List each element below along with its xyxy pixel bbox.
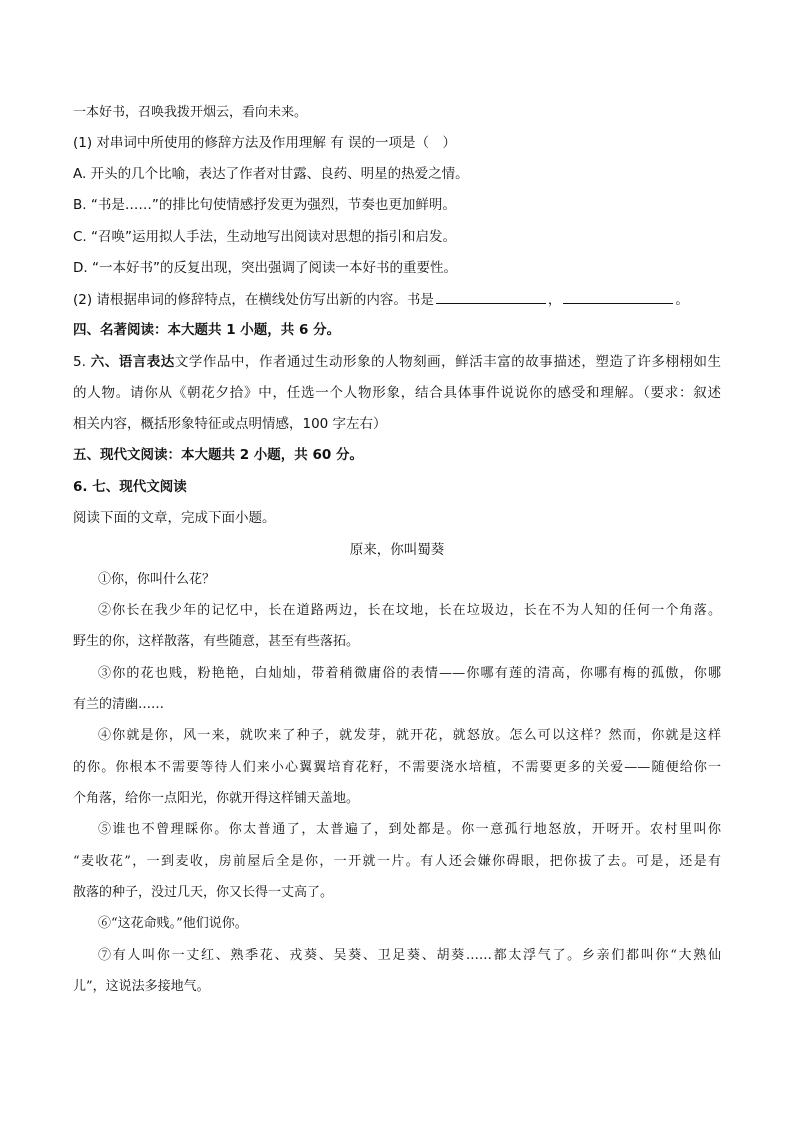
option-a: A. 开头的几个比喻，表达了作者对甘露、良药、明星的热爱之情。 xyxy=(73,166,469,182)
paragraph-7-line-1: ⑦有人叫你一丈红、熟季花、戎葵、吴葵、卫足葵、胡葵……都太浮气了。乡亲们都叫你“大熟仙 xyxy=(98,948,721,963)
question-2-end: 。 xyxy=(675,292,689,308)
option-d: D. “一本好书”的反复出现，突出强调了阅读一本好书的重要性。 xyxy=(73,260,457,276)
question-5-line-1 xyxy=(73,352,721,372)
paragraph-5-line-2: “麦收花”，一到麦收，房前屋后全是你，一开就一片。有人还会嫌你碍眼，把你拔了去。可是，还是有 xyxy=(73,854,721,869)
paragraph-4-line-3: 个角落，给你一点阳光，你就开得这样铺天盖地。 xyxy=(73,791,360,806)
question-5-line-3: 相关内容，概括形象特征或点明情感，100 字左右） xyxy=(73,416,387,432)
answer-blank-2[interactable] xyxy=(563,289,673,304)
paragraph-5-line-1: ⑤谁也不曾理睬你。你太普通了，太普遍了，到处都是。你一意孤行地怒放，开呀开。农村里叫你 xyxy=(98,822,721,837)
poem-line: 一本好书，召唤我拨开烟云，看向未来。 xyxy=(73,105,308,120)
instruction: 阅读下面的文章，完成下面小题。 xyxy=(73,510,276,526)
paragraph-2-line-1: ②你长在我少年的记忆中，长在道路两边，长在坟地，长在垃圾边，长在不为人知的任何一个角落。 xyxy=(98,603,721,618)
article-title: 原来，你叫蜀葵 xyxy=(349,542,445,558)
paragraph-7-line-2: 儿”，这说法多接地气。 xyxy=(73,979,210,994)
paragraph-4-line-2: 的你。你根本不需要等待人们来小心翼翼培育花籽，不需要浇水培植，不需要更多的关爱——随便给你一 xyxy=(73,760,721,775)
paragraph-5-line-3: 散落的种子，没过几天，你又长得一丈高了。 xyxy=(73,885,334,900)
paragraph-4-line-1: ④你就是你，风一来，就吹来了种子，就发芽，就开花，就怒放。怎么可以这样？然而，你就是这样 xyxy=(98,728,721,743)
option-c: C. “召唤”运用拟人手法，生动地写出阅读对思想的指引和启发。 xyxy=(73,229,456,245)
question-5-text: 文学作品中，作者通过生动形象的人物刻画，鲜活丰富的故事描述，塑造了许多栩栩如生 xyxy=(174,354,722,370)
question-5-bold: 六、语言表达 xyxy=(90,354,175,370)
question-2 xyxy=(73,289,689,310)
section-5-heading: 五、现代文阅读：本大题共 2 小题，共 60 分。 xyxy=(73,447,363,463)
paragraph-6: ⑥“这花命贱。”他们说你。 xyxy=(98,916,248,931)
paragraph-3-line-2: 有兰的清幽…… xyxy=(73,697,165,712)
option-b: B. “书是……”的排比句使情感抒发更为强烈，节奏也更加鲜明。 xyxy=(73,197,456,213)
answer-blank-1[interactable] xyxy=(436,289,546,304)
question-2-text: (2) 请根据串词的修辞特点，在横线处仿写出新的内容。书是 xyxy=(73,292,434,308)
question-5-number: 5. xyxy=(73,354,91,370)
question-2-comma: ， xyxy=(547,292,562,308)
paragraph-3-line-1: ③你的花也贱，粉艳艳，白灿灿，带着稍微庸俗的表情——你哪有莲的清高，你哪有梅的孤傲，你哪 xyxy=(98,666,721,681)
question-1: (1) 对串词中所使用的修辞方法及作用理解 有 误的一项是（ ） xyxy=(73,135,456,151)
question-6-heading: 6. 七、现代文阅读 xyxy=(73,479,187,495)
paragraph-1: ①你，你叫什么花？ xyxy=(98,572,216,587)
section-4-heading: 四、名著阅读：本大题共 1 小题，共 6 分。 xyxy=(73,322,341,338)
question-5-line-2: 的人物。请你从《朝花夕拾》中，任选一个人物形象，结合具体事件说说你的感受和理解。（要求：叙述 xyxy=(73,385,721,401)
paragraph-2-line-2: 野生的你，这样散落，有些随意，甚至有些落拓。 xyxy=(73,634,360,649)
